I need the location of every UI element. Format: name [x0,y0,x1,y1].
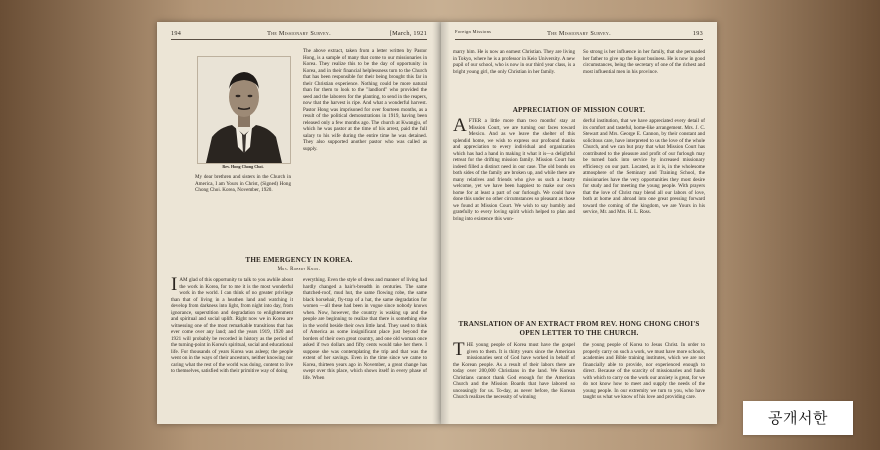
appreciation-column-1 [453,118,575,314]
appreciation-heading: APPRECIATION OF MISSION COURT. [512,106,646,114]
article-column-1 [171,277,293,419]
right-corner-label: Foreign Missions [455,29,492,34]
right-page [441,22,717,424]
left-running-title: The Missionary Survey. [267,30,331,37]
left-issue-date: [March, 1921 [389,30,427,37]
drop-cap-a: A [453,118,467,136]
letter-close: My dear brethren and sisters in the Church in America, I am Yours in Christ, (Signed) Hong Chong Choi. Korea, November, 1920. [195,174,291,193]
translation-column-1 [453,342,575,420]
left-page [157,22,442,424]
open-letter-label: 공개서한 [743,401,853,435]
article-column-1-text: AM glad of this opportunity to talk to you awhile about the work in Korea, for to me it is the most wonderful work in the world. I can think of no greater privilege than that of living in a heathen land and watching it develop from darkness into light, from night into day, from ignorance, superstition and degradation to enlightenment and spiritual and social uplift. Right now we in Korea are witnessing one of the most remarkable transitions that has ever come over any land; and the years 1919, 1920 and 1921 will probably be recorded in history as the period of the turning-point in Korea's spiritual, social and educational life. For thousands of years Korea was asleep; the people went on in the ways of their ancestors, neither knowing nor caring what the rest of the world was doing, content to live to themselves, satisfied with their primitive way of doing [171,277,293,374]
right-page-number: 193 [692,30,703,37]
portrait-image [198,57,290,163]
article-column-2: everything. Even the style of dress and manner of living had hardly changed a hair's-breadth in centuries. The same thatched-roof, mud hut, the same flowing robe, the same black horsehair, fly-trap of a hat, the same degradation for women —all these had been in vogue since nobody knows when. Now, however, the country is waking up and the people are beginning to realize that there is something else in the world beside their own little land. They used to think of America as some insignificant place just beyond the borders of their own great country, and one old woman once asked if two dollars and fifty cents would take her there. I suppose she was contemplating the trip and that was the extent of her savings. Even in the time since we came to Korea, thirteen years ago in November, a great change has swept over this place, which shows itself in every phase of life. When [303,277,427,381]
appreciation-column-1-text: FTER a little more than two months' stay at Mission Court, we are turning our faces toward Mexico. And as we leave the shelter of this splendid home, we wish to express our profound thanks and appreciation to every individual and organization which has had a hand in making it what it is—a delightful retreat for the drifting mission family. Mission Court has indeed filled a distinct need in our case. The old bonds on both sides of the family are broken up, and while there are many relatives and friends who give us such a hearty welcome, yet we have been happiest to make our own home for at least a part of our furlough. We could have done this under no other circumstances so pleasant as those we found at Mission Court. We wish to say humbly and gratefully to every loving spirit which helped to plan and bring into existence this won- [453,118,575,222]
article-title: THE EMERGENCY IN KOREA. [245,256,353,264]
top-column-2: So strong is her influence in her family, that she persuaded her father to give up the liquor business. He is now in good circumstances, being the secretary of one of the richest and most influential men in his province. [583,49,705,75]
portrait-caption: Rev. Hong Chong Choi. [222,164,264,169]
right-head-rule [455,39,703,40]
top-column-1: marry him. He is now an earnest Christian. They are living in Tokyo, where he is a professor in Keio University. A new pupil of our school, who is now in our third year class, is a bright young girl, the only Christian in her family. [453,49,575,75]
portrait-photo [197,56,291,164]
editorial-note: The above extract, taken from a letter written by Pastor Hong, is a sample of many that come to our missionaries in Korea. They realize this to be the day of opportunity in Korea, and in their financial helplessness turn to the Church that has been responsible for their being brought this far in their Christian experience. Nothing could be more natural than for them to look to the "landlord" who provided the seed and the laborers for the planting, to send in the reapers, now that the harvest is ripe. And what a wonderful harvest. Pastor Hong was imprisoned for over fourteen months, as a result of the political demonstrations in 1919, having been released only a few months ago. The church at Kwangju, of which he was pastor at the time of his arrest, paid the full salary to his wife during the entire time he was detained. They also supported another pastor who was called as supply. [303,48,427,152]
translation-column-2: the young people of Korea to Jesus Christ. In order to properly carry on such a work, we must have more schools, academies and Bible training institutes, which we are not financially able to provide, nor experienced enough to direct. Because of the scarcity of missionaries and funds with which to carry on the work our anxiety is great, for we do not know how to meet and supply the needs of the young people. In our extremity we turn to you, who have taught us what we know of his love and providing care. [583,342,705,400]
left-head-rule [171,39,427,40]
article-author: Mrs. Robert Knox. [277,267,321,272]
translation-column-1-text: HE young people of Korea must have the gospel given to them. It is thirty years since the American missionaries sent of God have worked in behalf of the Korean people. As a result of their labors there are today over 200,000 Christians in the land. We Korean Christians cannot thank God enough for the American Church and the Mission Boards that have labored so unceasingly for us. To-day, as never before, the Korean Church realizes the necessity of winning [453,342,575,400]
right-running-title: The Missionary Survey. [547,30,611,37]
translation-heading: TRANSLATION OF AN EXTRACT FROM REV. HONG CHONG CHOI'S OPEN LETTER TO THE CHURCH. [458,320,700,337]
left-page-number: 194 [171,30,182,37]
drop-cap-i: I [171,277,178,295]
drop-cap-t: T [453,342,465,360]
appreciation-column-2: derful institution, that we have appreciated every detail of its comfort and tasteful, home-like arrangement. Mrs. J. C. Stewart and Mrs. George E. Cannon, by their constant and solicitous care, have interpreted to us the love of the whole Church, and we can but pray that what Mission Court has contributed to the pleasure and profit of our furlough may be turned back into service by increased missionary efficiency on our part. Located, as it is, in the wholesome atmosphere of the Seminary and Training School, the missionaries have the very opportunities they most desire for study and for meeting the young people. With prayers that the love of Christ may blend all our labors of love, both at home and abroad into one great pressing forward toward the coming of the kingdom, we are Yours in his service, Mr. and Mrs. H. L. Ross. [583,118,705,215]
